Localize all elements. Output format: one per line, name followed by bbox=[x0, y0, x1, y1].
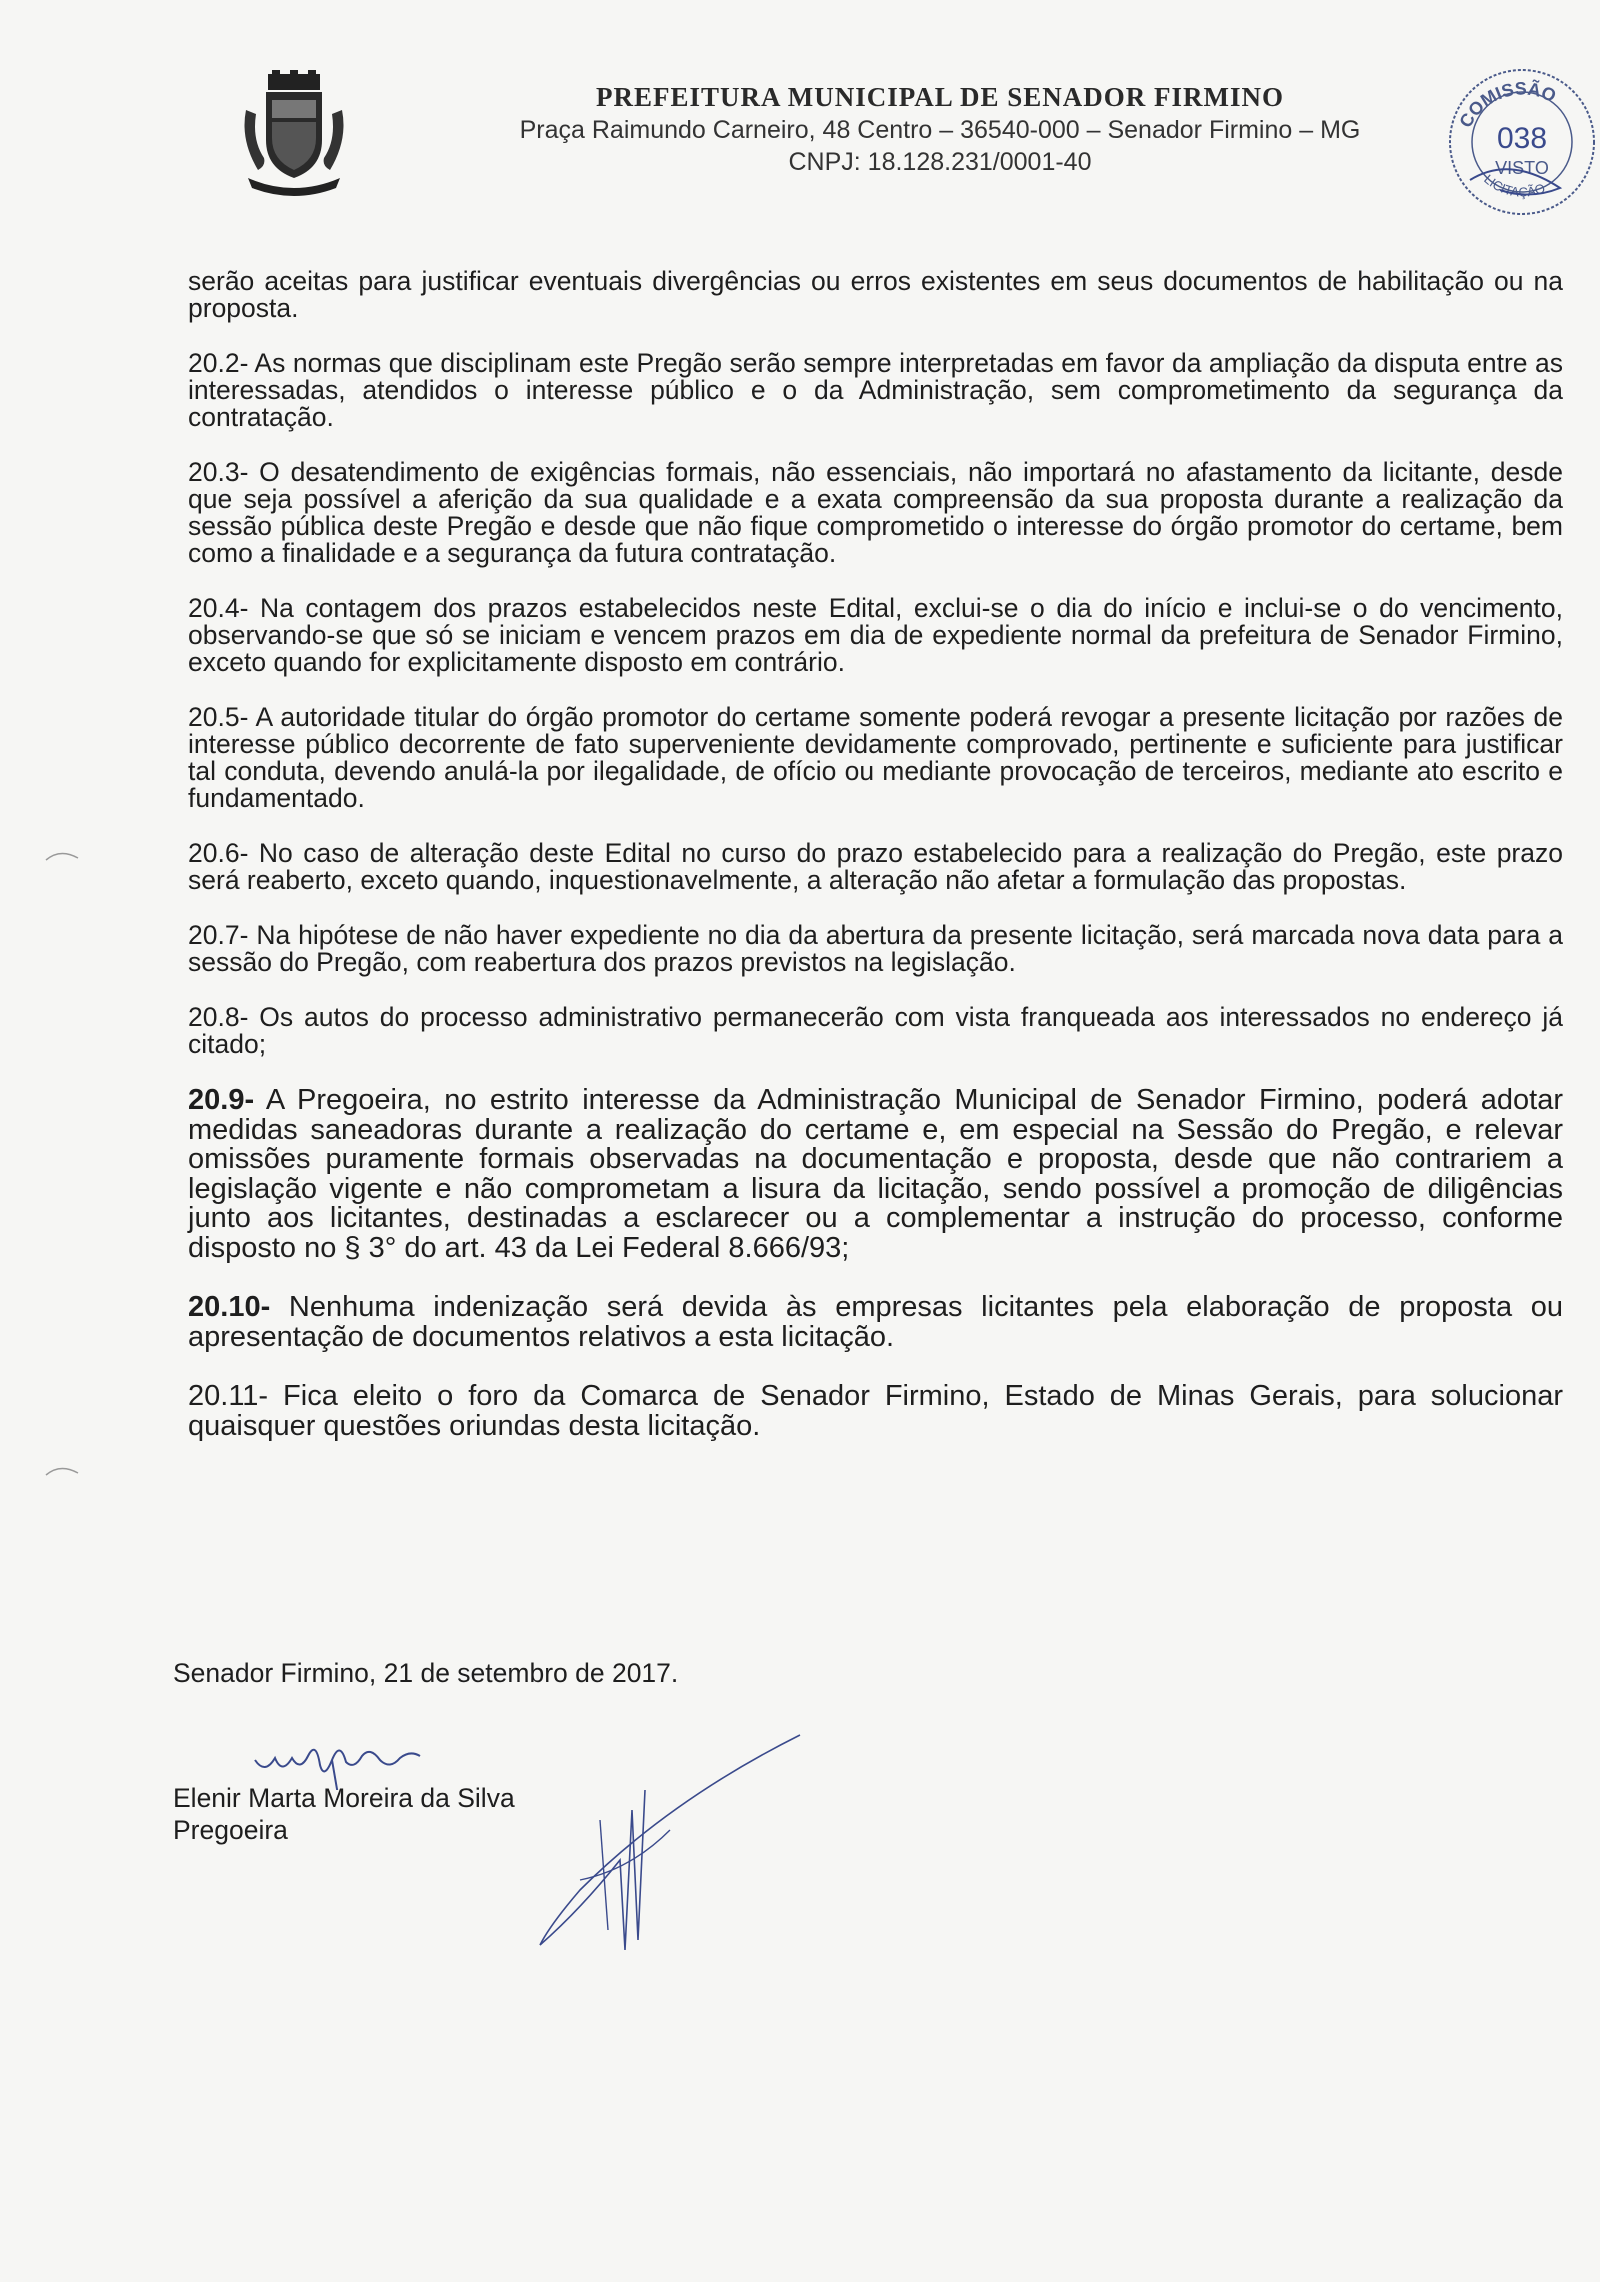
clause-number: 20.9- bbox=[188, 1084, 255, 1116]
paragraph-20-2 bbox=[188, 350, 1563, 431]
paragraph-20-9 bbox=[188, 1086, 1563, 1263]
document-body bbox=[188, 268, 1563, 1471]
paragraph-20-6 bbox=[188, 840, 1563, 894]
letterhead-address: Praça Raimundo Carneiro, 48 Centro – 36540-000 – Senador Firmino – MG bbox=[519, 116, 1361, 144]
clause-text: Nenhuma indenização será devida às empresas licitantes pela elaboração de proposta ou apresentação de documentos relativos a esta licitação. bbox=[188, 1291, 1563, 1353]
initials-signature bbox=[250, 1720, 450, 1790]
clause-text: No caso de alteração deste Edital no curso do prazo estabelecido para a realização do Pregão, este prazo será reaberto, exceto quando, inquestionavelmente, a alteração não afetar a formulação das propostas. bbox=[188, 838, 1563, 895]
clause-number: 20.3- bbox=[188, 457, 249, 487]
stamp-top-text: COMISSÃO bbox=[1455, 78, 1560, 131]
clause-text: Na contagem dos prazos estabelecidos neste Edital, exclui-se o dia do início e inclui-se o do vencimento, observando-se que só se iniciam e vencem prazos em dia de expediente normal da prefeitura de Senador Firmino, exceto quando for explicitamente disposto em contrário. bbox=[188, 593, 1563, 677]
paragraph-20-11 bbox=[188, 1382, 1563, 1441]
clause-text: A autoridade titular do órgão promotor do certame somente poderá revogar a presente licitação por razões de interesse público decorrente de fato superveniente devidamente comprovado, pertinente e suficiente para justificar tal conduta, devendo anulá-la por ilegalidade, de ofício ou mediante provocação de terceiros, mediante ato escrito e fundamentado. bbox=[188, 702, 1563, 813]
letterhead-cnpj: CNPJ: 18.128.231/0001-40 bbox=[788, 148, 1092, 176]
paragraph-continuation: serão aceitas para justificar eventuais divergências ou erros existentes em seus documentos de habilitação ou na proposta. bbox=[188, 266, 1563, 323]
signer-name: Elenir Marta Moreira da Silva bbox=[173, 1783, 515, 1813]
signer-block bbox=[173, 1782, 515, 1846]
paragraph-20-3 bbox=[188, 459, 1563, 567]
paragraph-20-4 bbox=[188, 595, 1563, 676]
authority-signature bbox=[520, 1730, 820, 1960]
clause-number: 20.10- bbox=[188, 1291, 271, 1323]
edge-mark bbox=[42, 1455, 82, 1495]
clause-number: 20.7- bbox=[188, 920, 249, 950]
clause-number: 20.5- bbox=[188, 702, 249, 732]
clause-text: O desatendimento de exigências formais, não essenciais, não importará no afastamento da licitante, desde que seja possível a aferição da sua qualidade e a exata compreensão da sua proposta durante a realização da sessão pública deste Pregão e desde que não fique comprometido o interesse do órgão promotor do certame, bem como a finalidade e a segurança da futura contratação. bbox=[188, 457, 1563, 568]
clause-number: 20.8- bbox=[188, 1002, 249, 1032]
clause-text: Na hipótese de não haver expediente no dia da abertura da presente licitação, será marcada nova data para a sessão do Pregão, com reabertura dos prazos previstos na legislação. bbox=[188, 920, 1563, 977]
clause-number: 20.11- bbox=[188, 1380, 269, 1412]
edge-mark bbox=[42, 840, 82, 880]
coat-of-arms-icon bbox=[238, 70, 350, 196]
commission-stamp bbox=[1440, 60, 1600, 225]
stamp-middle-text: VISTO bbox=[1495, 158, 1549, 178]
stamp-bottom-text: LICITAÇÃO bbox=[1481, 171, 1548, 200]
clause-text: A Pregoeira, no estrito interesse da Administração Municipal de Senador Firmino, poderá adotar medidas saneadoras durante a realização do certame e, em especial na Sessão do Pregão, e relevar omissões puramente formais observadas na documentação e proposta, desde que não contrariem a legislação vigente e não comprometam a lisura da licitação, sendo possível a promoção de diligências junto aos licitantes, destinadas a esclarecer ou a complementar a instrução do processo, conforme disposto no § 3° do art. 43 da Lei Federal 8.666/93; bbox=[188, 1084, 1563, 1264]
clause-text: Os autos do processo administrativo permanecerão com vista franqueada aos interessados no endereço já citado; bbox=[188, 1002, 1563, 1059]
letterhead-title: PREFEITURA MUNICIPAL DE SENADOR FIRMINO bbox=[595, 82, 1285, 112]
letterhead bbox=[420, 80, 1460, 178]
clause-number: 20.4- bbox=[188, 593, 249, 623]
paragraph-20-10 bbox=[188, 1293, 1563, 1352]
clause-number: 20.6- bbox=[188, 838, 249, 868]
paragraph-20-7 bbox=[188, 922, 1563, 976]
stamp-number: 038 bbox=[1496, 122, 1548, 155]
signer-role: Pregoeira bbox=[173, 1815, 288, 1845]
paragraph-20-5 bbox=[188, 704, 1563, 812]
paragraph-20-8 bbox=[188, 1004, 1563, 1058]
clause-number: 20.2- bbox=[188, 348, 249, 378]
clause-text: As normas que disciplinam este Pregão serão sempre interpretadas em favor da ampliação da disputa entre as interessadas, atendidos o interesse público e o da Administração, sem comprometimento da segurança da contratação. bbox=[188, 348, 1563, 432]
clause-text: Fica eleito o foro da Comarca de Senador Firmino, Estado de Minas Gerais, para solucionar quaisquer questões oriundas desta licitação. bbox=[188, 1380, 1563, 1442]
document-date: Senador Firmino, 21 de setembro de 2017. bbox=[173, 1658, 679, 1688]
